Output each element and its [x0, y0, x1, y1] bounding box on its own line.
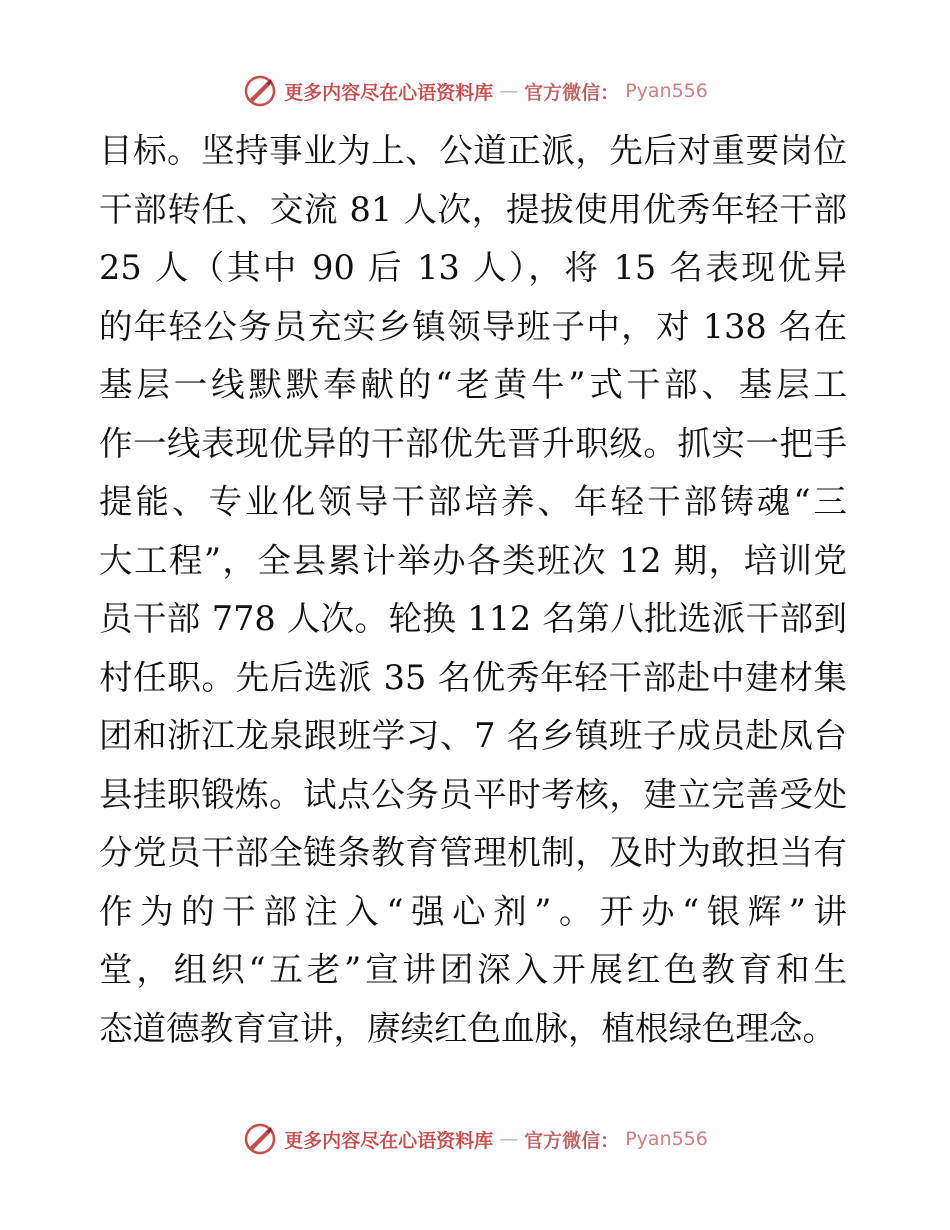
body-line-7: 提能、专业化领导干部培养、年轻干部铸魂“三: [99, 482, 847, 521]
watermark-brand-text: 更多内容尽在心语资料库: [284, 81, 494, 104]
watermark-separator: —: [499, 80, 519, 102]
watermark-wechat-label: 官方微信：: [524, 81, 620, 104]
watermark-wechat-id: Pyan556: [625, 1128, 708, 1150]
watermark-separator: —: [499, 1128, 519, 1150]
body-line-16: 态道德教育宣讲，赓续红色血脉，植根绿色理念。: [99, 1008, 836, 1048]
body-line-4: 的年轻公务员充实乡镇领导班子中，对 138 名在: [99, 306, 847, 346]
body-line-2: 干部转任、交流 81 人次，提拔使用优秀年轻干部: [99, 189, 847, 229]
body-line-3: 25 人（其中 90 后 13 人），将 15 名表现优异: [99, 248, 847, 287]
body-line-13: 分党员干部全链条教育管理机制，及时为敢担当有: [99, 833, 847, 872]
body-line-12: 县挂职锻炼。试点公务员平时考核，建立完善受处: [99, 774, 847, 814]
footer-watermark: [0, 1119, 950, 1159]
body-line-10: 村任职。先后选派 35 名优秀年轻干部赴中建材集: [99, 657, 847, 697]
document-body: [99, 122, 847, 1058]
watermark-wechat-id: Pyan556: [625, 80, 708, 102]
body-line-5: 基层一线默默奉献的“老黄牛”式干部、基层工: [99, 365, 847, 404]
pen-logo-icon: [242, 1121, 278, 1157]
body-line-8: 大工程”，全县累计举办各类班次 12 期，培训党: [99, 540, 847, 580]
pen-logo-icon: [242, 73, 278, 109]
header-watermark: [0, 71, 950, 111]
watermark-wechat-label: 官方微信：: [524, 1129, 620, 1152]
watermark-brand-text: 更多内容尽在心语资料库: [284, 1129, 494, 1152]
body-line-9: 员干部 778 人次。轮换 112 名第八批选派干部到: [99, 599, 847, 638]
body-line-14: 作为的干部注入“强心剂”。开办“银辉”讲: [99, 891, 847, 931]
body-line-6: 作一线表现优异的干部优先晋升职级。抓实一把手: [99, 423, 847, 463]
body-line-15: 堂，组织“五老”宣讲团深入开展红色教育和生: [99, 950, 847, 989]
body-line-1: 目标。坚持事业为上、公道正派，先后对重要岗位: [99, 131, 847, 170]
body-line-11: 团和浙江龙泉跟班学习、7 名乡镇班子成员赴凤台: [99, 716, 847, 755]
